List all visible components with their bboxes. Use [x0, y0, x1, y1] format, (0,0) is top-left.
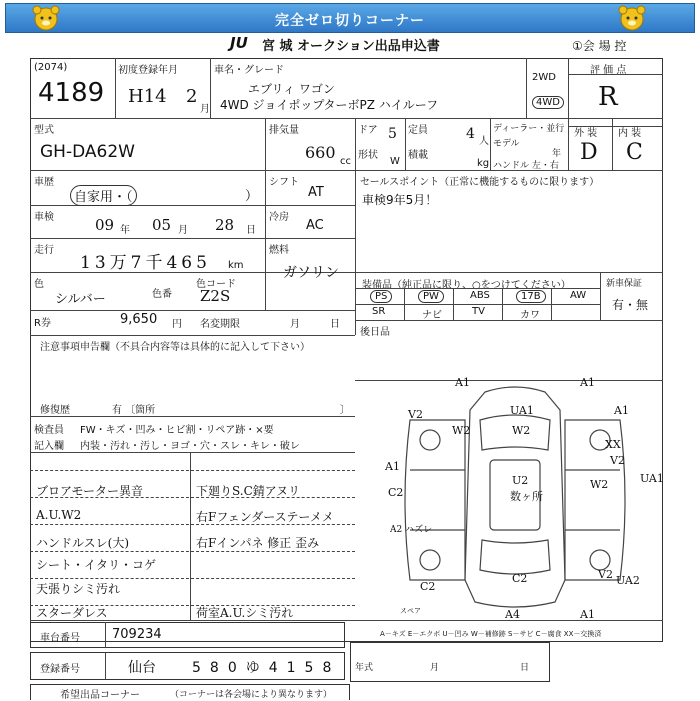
note-left-6: スターダレス	[36, 606, 108, 620]
color-code-label: 色番	[152, 289, 172, 300]
shape-value: W	[390, 156, 400, 167]
note-right-2: 右Fフェンダーステーメメ	[196, 510, 334, 524]
plate-city: 仙台	[128, 660, 156, 676]
bear-mascot-right-icon	[610, 4, 654, 32]
notes-label: 注意事項申告欄（不具合内容等は具体的に記入して下さい）	[40, 342, 310, 353]
displacement-label: 排気量	[269, 125, 299, 136]
date-day-label: 日	[520, 663, 530, 673]
mark-w2-left: W2	[452, 424, 471, 437]
sales-point-label: セールスポイント（正常に機能するものに限ります）	[360, 177, 600, 188]
inspection-day: 28	[215, 216, 235, 234]
handle-label: ハンドル 左・右	[493, 161, 559, 171]
footer-note: （コーナーは各会場により異なります）	[170, 690, 333, 700]
inspector-row2: 内装・汚れ・汚し・ヨゴ・穴・スレ・キレ・破レ	[80, 441, 300, 452]
mark-v2-left: V2	[408, 408, 423, 421]
dealer-label: ディーラー・並行	[493, 124, 565, 134]
note-left-2: A.U.W2	[36, 508, 82, 522]
inspection-year: 09	[95, 216, 115, 234]
equip-tv: TV	[472, 306, 485, 317]
inspection-year-unit: 年	[120, 225, 130, 236]
vehicle-name-label: 車名・グレード	[214, 65, 284, 76]
mark-multiple: 数ヶ所	[510, 490, 543, 503]
top-banner	[5, 3, 695, 33]
drive-2wd: 2WD	[532, 72, 556, 83]
registration-month: 2	[186, 86, 198, 107]
equip-aw: AW	[570, 290, 587, 301]
aircon-value: AC	[306, 218, 324, 233]
date-year-label: 年式	[355, 663, 374, 673]
model-value: GH-DA62W	[40, 142, 135, 162]
load-label: 積載	[408, 150, 428, 161]
fuel-value: ガソリン	[283, 265, 339, 281]
history-close: ）	[245, 189, 259, 204]
equip-17b: 17B	[516, 290, 546, 303]
drive-4wd: 4WD	[532, 96, 564, 109]
title-change-label: 名変期限	[200, 319, 240, 330]
recycle-label: R券	[34, 318, 51, 329]
color-code-header: 色コード	[196, 279, 236, 290]
lot-number: 4189	[38, 78, 105, 108]
repair-label: 修復歴	[40, 405, 70, 416]
mark-c2-rear: C2	[512, 572, 528, 585]
registration-label: 初度登録年月	[118, 65, 178, 76]
ju-logo: JU	[230, 34, 248, 52]
equip-navi: ナビ	[422, 310, 442, 321]
grade-score-label: 評 価 点	[590, 65, 627, 76]
mark-a1-right: A1	[614, 404, 629, 417]
note-left-1: ブロアモーター異音	[36, 484, 144, 498]
mark-v2-right: V2	[610, 454, 625, 467]
vehicle-grade: 4WD ジョイポップターボPZ ハイルーフ	[220, 98, 439, 112]
mark-a4: A4	[505, 608, 520, 621]
mark-xx: XX	[605, 438, 621, 451]
history-label: 車歴	[34, 177, 54, 188]
inspection-label: 車検	[34, 212, 54, 223]
shift-value: AT	[308, 185, 324, 200]
mark-a1-rear: A1	[580, 608, 595, 621]
displacement-value: 660	[305, 143, 336, 162]
mark-c2-rear-left: C2	[420, 580, 436, 593]
shift-label: シフト	[269, 177, 299, 188]
registration-era-year: H14	[128, 86, 167, 107]
mark-a1-front-left: A1	[455, 376, 470, 389]
repair-value: 有 〔箇所	[112, 405, 156, 416]
note-left-4: シート・イタリ・コゲ	[36, 558, 157, 572]
note-right-3: 右Fインパネ 修正 歪み	[196, 536, 320, 550]
interior-grade: C	[626, 140, 643, 165]
equip-sr: SR	[372, 306, 386, 317]
doors-label: ドア	[358, 125, 378, 136]
lot-code: (2074)	[34, 62, 68, 73]
chassis-value: 709234	[112, 627, 162, 642]
venue-copy-label: ①会 場 控	[572, 39, 627, 53]
color-label: 色	[34, 279, 44, 290]
mark-ua1-right: UA1	[640, 472, 664, 485]
history-value: 自家用・（	[70, 185, 137, 206]
damage-legend: A－キズ E－エクボ U－凹み W－補修跡 S－サビ C－腐食 XX－交換済	[380, 630, 602, 638]
exterior-grade: D	[580, 140, 598, 165]
interior-label: 内 装	[618, 128, 642, 139]
form-title: 宮 城 オークション出品申込書	[262, 39, 440, 54]
date-month-label: 月	[430, 663, 440, 673]
model-change-label: モデル	[493, 139, 520, 149]
banner-title: 完全ゼロ切りコーナー	[275, 13, 425, 29]
registration-month-unit: 月	[200, 104, 210, 115]
inspection-month-unit: 月	[178, 225, 188, 236]
equip-pw: PW	[418, 290, 444, 303]
plate-label: 登録番号	[40, 664, 80, 675]
mileage-unit: km	[228, 260, 244, 271]
capacity-unit: 人	[479, 136, 489, 147]
grade-score: R	[598, 82, 618, 112]
sales-point-text: 車検9年5月！	[362, 193, 438, 207]
mark-c2-left: C2	[388, 486, 404, 499]
title-change-month: 月	[290, 319, 300, 330]
mark-a1-front-right: A1	[580, 376, 595, 389]
displacement-unit: cc	[340, 156, 351, 167]
load-unit: kg	[477, 158, 490, 169]
new-car-warranty-label: 新車保証	[606, 279, 643, 289]
aircon-label: 冷房	[269, 212, 289, 223]
entry-label: 記入欄	[34, 441, 64, 452]
mark-v2-rear-right: V2	[598, 568, 613, 581]
plate-number: 580ゆ4158	[192, 660, 341, 676]
mark-ua2: UA2	[616, 574, 640, 587]
mileage-label: 走行	[34, 245, 54, 256]
inspector-label: 検査員	[34, 425, 64, 436]
inspection-month: 05	[152, 216, 172, 234]
rear-item-label: 後日品	[360, 327, 390, 338]
equip-abs: ABS	[470, 290, 490, 301]
equipment-label: 装備品（純正品に限り、○をつけてください）	[362, 280, 571, 291]
repair-close: 〕	[340, 405, 350, 416]
spare-tire-label: スペア	[400, 607, 421, 615]
equip-leather: カワ	[520, 310, 540, 321]
shape-label: 形状	[358, 150, 378, 161]
doors-value: 5	[388, 126, 397, 142]
mark-w2-right: W2	[590, 478, 609, 491]
new-car-warranty-value: 有・無	[612, 298, 649, 312]
footer-label: 希望出品コーナー	[60, 690, 140, 701]
note-right-4: 荷室A.U.シミ汚れ	[196, 606, 294, 620]
mileage-value: 13万7千465	[80, 253, 211, 273]
fuel-label: 燃料	[269, 245, 289, 256]
title-change-day: 日	[330, 319, 340, 330]
inspector-row1: FW・キズ・凹み・ヒビ割・リペア跡・×要	[80, 425, 274, 436]
note-left-5: 天張りシミ汚れ	[36, 582, 121, 596]
exterior-label: 外 装	[574, 128, 598, 139]
mark-a2-door: A2 ハズレ	[390, 525, 433, 535]
capacity-value: 4	[466, 126, 475, 142]
note-left-3: ハンドルスレ(大)	[36, 536, 130, 550]
recycle-value: 9,650	[120, 312, 158, 327]
vehicle-name: エブリィ ワゴン	[248, 82, 335, 96]
mark-w2-center: W2	[512, 424, 531, 437]
model-change-year: 年	[552, 149, 562, 159]
mark-u2-roof: U2	[512, 474, 529, 487]
mark-ua1-hood: UA1	[510, 404, 534, 417]
mark-a1-left: A1	[385, 460, 400, 473]
recycle-unit: 円	[172, 319, 182, 330]
inspection-day-unit: 日	[246, 225, 256, 236]
capacity-label: 定員	[408, 125, 428, 136]
model-label: 型式	[34, 125, 54, 136]
note-right-1: 下廻りS.C錆アヌリ	[196, 484, 300, 498]
chassis-label: 車台番号	[40, 633, 80, 644]
color-value: シルバー	[55, 292, 106, 307]
bear-mascot-left-icon	[24, 4, 68, 32]
equip-ps: PS	[370, 290, 392, 303]
color-code-value: Z2S	[200, 287, 231, 305]
